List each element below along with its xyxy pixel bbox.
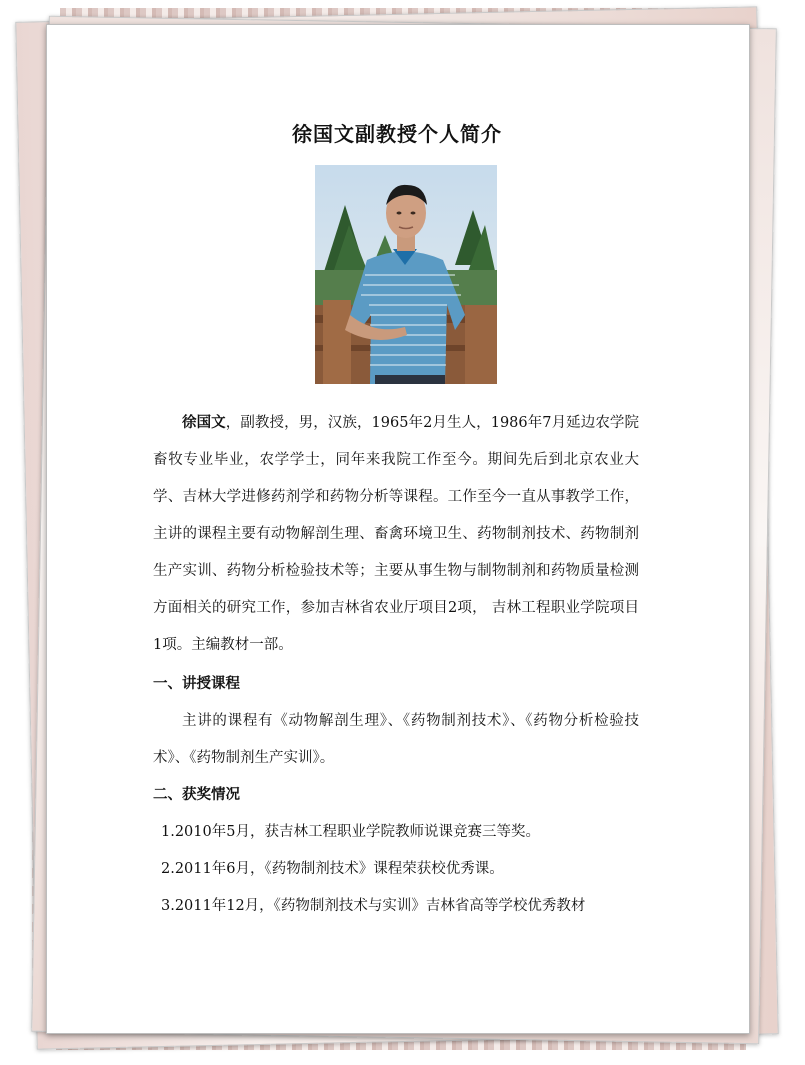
award-item: 2.2011年6月，《药物制剂技术》课程荣获校优秀课。 xyxy=(161,861,504,877)
portrait-photo xyxy=(315,165,497,384)
bio-text: ，副教授，男，汉族，1965年2月生人，1986年7月延边农学院畜牧专业毕业，农学学士，同年来我院工作至今。期间先后到北京农业大学、吉林大学进修药剂学和药物分析等课程。工作至今一直从事教学工作，主讲的课程主要有动物解剖生理、畜禽环境卫生、药物制剂技术、药物制剂生产实训、药物分析检验技术等；主要从事生物与制物制剂和药物质量检测方面相关的研究工作，参加吉林省农业厅项目2项， 吉林工程职业学院项目1项。主编教材一部。 xyxy=(153,415,639,653)
section-heading-awards: 二、获奖情况 xyxy=(153,787,240,803)
award-item: 3.2011年12月，《药物制剂技术与实训》吉林省高等学校优秀教材 xyxy=(161,898,586,914)
section-awards xyxy=(153,777,639,925)
bio-name: 徐国文 xyxy=(182,415,226,431)
courses-paragraph: 主讲的课程有《动物解剖生理》、《药物制剂技术》、《药物分析检验技术》、《药物制剂生产实训》。 xyxy=(153,713,639,766)
section-heading-courses: 一、讲授课程 xyxy=(153,676,240,692)
bio-block xyxy=(153,405,639,664)
page-title: 徐国文副教授个人简介 xyxy=(292,122,502,146)
section-courses xyxy=(153,666,639,777)
bio-paragraph xyxy=(153,405,639,664)
award-item: 1.2010年5月，获吉林工程职业学院教师说课竞赛三等奖。 xyxy=(161,824,540,840)
